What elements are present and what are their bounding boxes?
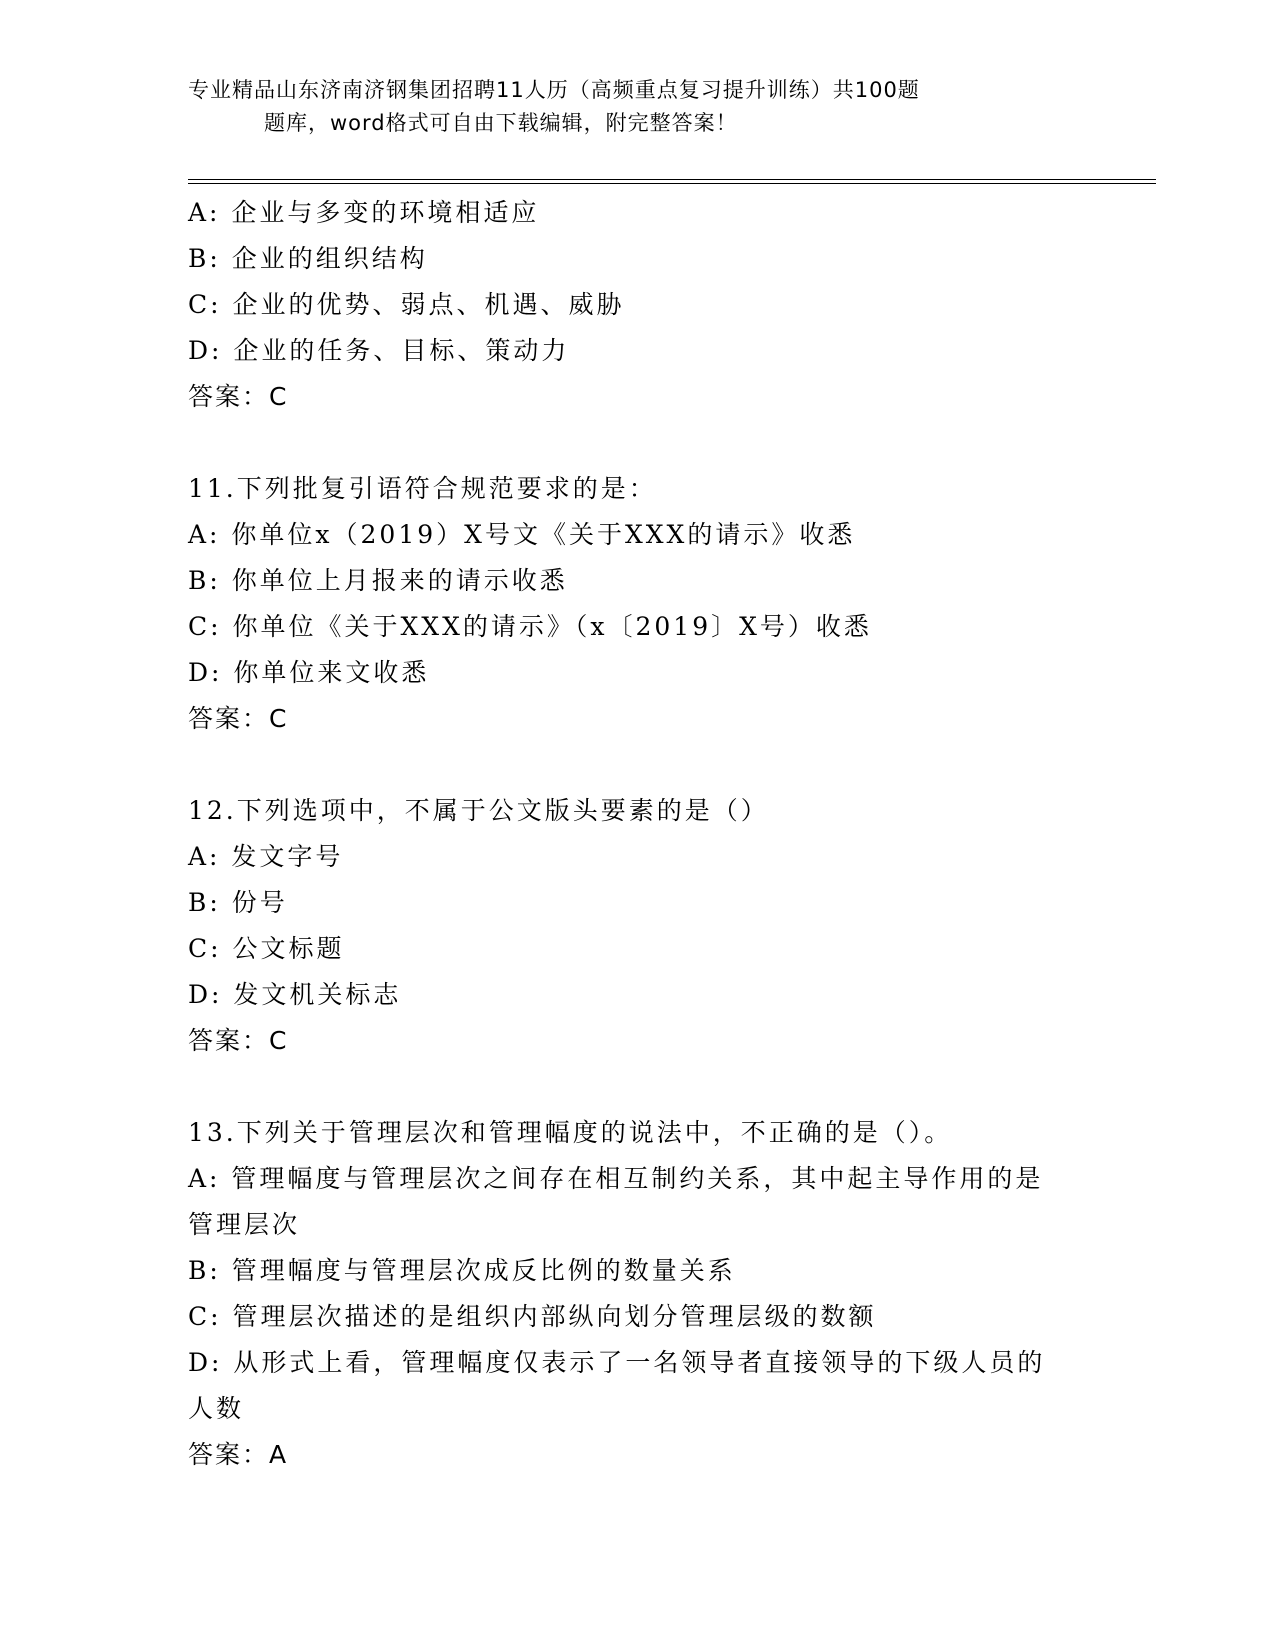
spacer <box>188 1064 1088 1110</box>
option-d: D: 你单位来文收悉 <box>188 658 430 687</box>
answer-line: 答案：C <box>188 382 289 411</box>
question-block-12 <box>188 788 1088 1064</box>
option-c: C: 公文标题 <box>188 934 345 963</box>
answer-line: 答案：A <box>188 1440 289 1469</box>
header-title-line-2: 题库，word格式可自由下载编辑，附完整答案！ <box>264 111 738 135</box>
option-d-continuation: 人数 <box>188 1394 245 1423</box>
header-rule-top <box>188 179 1156 180</box>
option-d: D: 企业的任务、目标、策动力 <box>188 336 570 365</box>
option-b: B: 份号 <box>188 888 288 917</box>
question-list <box>188 190 1088 1478</box>
question-block-10 <box>188 190 1088 420</box>
header-rule-bottom <box>188 183 1156 184</box>
question-text: 12.下列选项中，不属于公文版头要素的是（） <box>188 796 769 825</box>
question-text: 13.下列关于管理层次和管理幅度的说法中，不正确的是（）。 <box>188 1118 953 1147</box>
question-block-13 <box>188 1110 1088 1478</box>
option-b: B: 你单位上月报来的请示收悉 <box>188 566 568 595</box>
question-block-11 <box>188 466 1088 742</box>
option-c: C: 企业的优势、弱点、机遇、威胁 <box>188 290 625 319</box>
option-a: A: 你单位x（2019）X号文《关于XXX的请示》收悉 <box>188 520 856 549</box>
question-text: 11.下列批复引语符合规范要求的是： <box>188 474 657 503</box>
option-a: A: 发文字号 <box>188 842 344 871</box>
spacer <box>188 420 1088 466</box>
option-d: D: 从形式上看，管理幅度仅表示了一名领导者直接领导的下级人员的 <box>188 1348 1046 1377</box>
option-b: B: 企业的组织结构 <box>188 244 428 273</box>
option-d: D: 发文机关标志 <box>188 980 402 1009</box>
answer-line: 答案：C <box>188 1026 289 1055</box>
answer-line: 答案：C <box>188 704 289 733</box>
spacer <box>188 742 1088 788</box>
option-b: B: 管理幅度与管理层次成反比例的数量关系 <box>188 1256 736 1285</box>
option-c: C: 你单位《关于XXX的请示》（x〔2019〕X号）收悉 <box>188 612 872 641</box>
option-c: C: 管理层次描述的是组织内部纵向划分管理层级的数额 <box>188 1302 877 1331</box>
option-a: A: 管理幅度与管理层次之间存在相互制约关系，其中起主导作用的是 <box>188 1164 1044 1193</box>
page-header <box>188 74 1068 140</box>
header-title-line-1: 专业精品山东济南济钢集团招聘11人历（高频重点复习提升训练）共100题 <box>188 78 920 102</box>
option-a: A: 企业与多变的环境相适应 <box>188 198 540 227</box>
option-a-continuation: 管理层次 <box>188 1210 301 1239</box>
